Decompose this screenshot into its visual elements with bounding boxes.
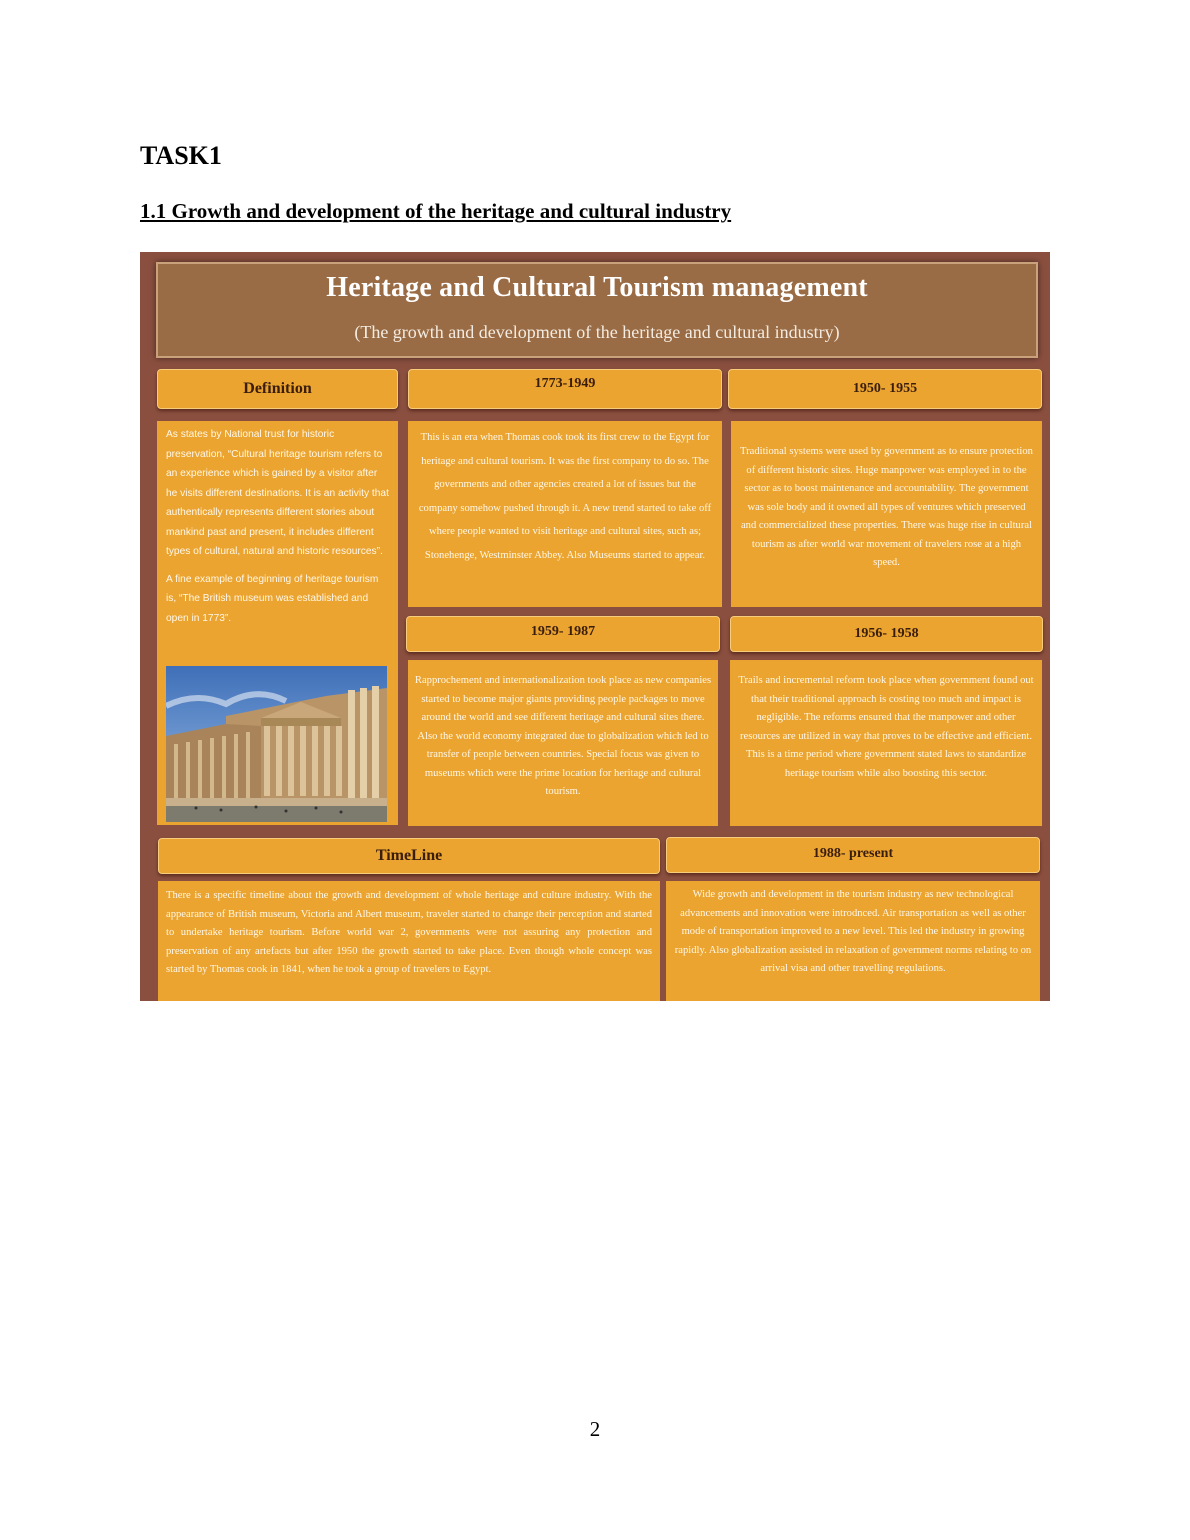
era-1959-1987-heading: 1959- 1987 xyxy=(406,616,720,652)
timeline-heading: TimeLine xyxy=(158,838,660,874)
era-1956-1958-heading: 1956- 1958 xyxy=(730,616,1043,652)
era-1773-1949-heading: 1773-1949 xyxy=(408,369,722,409)
era-1950-1955-heading: 1950- 1955 xyxy=(728,369,1042,409)
section-heading: 1.1 Growth and development of the heritage and cultural industry xyxy=(140,199,732,223)
era-1773-1949-panel xyxy=(408,421,722,607)
page-number: 2 xyxy=(589,1417,601,1441)
british-museum-photo xyxy=(166,666,387,822)
definition-heading: Definition xyxy=(157,369,398,409)
era-1773-1949-text: This is an era when Thomas cook took its first crew to the Egypt for heritage and cultural tourism. It was the first company to do so. The governments and other agencies created a lot of issues but the company somehow pushed through it. A new trend started to take off where people wanted to visit heritage and cultural sites, such as; Stonehenge, Westminster Abbey. Also Museums started to appear. xyxy=(418,432,712,561)
era-1959-1987-panel xyxy=(408,660,718,826)
era-1956-1958-panel xyxy=(730,660,1042,826)
timeline-panel xyxy=(158,881,660,1001)
infographic-banner xyxy=(156,262,1038,358)
era-1988-present-heading: 1988- present xyxy=(666,837,1040,873)
era-1950-1955-text: Traditional systems were used by government as to ensure protection of different historic sites. Huge manpower was employed in to the sector as to boost maintenance and accountability. The government was sole body and it owned all types of ventures which preserved and commercialized these properties. There was huge rise in cultural tourism as after world war movement of travelers rose at a high speed. xyxy=(740,446,1033,568)
timeline-text: There is a specific timeline about the growth and development of whole heritage and culture industry. With the appearance of British museum, Victoria and Albert museum, traveler started to change their perception and started to undertake heritage tourism. Before world war 2, governments were not assuring any protection and preservation of any artefacts but after 1950 the growth started to take place. Even though whole concept was started by Thomas cook in 1841, when he took a group of travelers to Egypt. xyxy=(166,890,652,975)
infographic-title: Heritage and Cultural Tourism management xyxy=(326,272,868,303)
era-1959-1987-text: Rapprochement and internationalization took place as new companies started to become major giants providing people packages to move around the world and see different heritage and cultural sites there. Also the world economy integrated due to globalization which led to transfer of people between countries. Special focus was given to museums which were the prime location for heritage and cultural tourism. xyxy=(414,675,712,797)
era-1956-1958-text: Trails and incremental reform took place when government found out that their traditional approach is costing too much and impact is negligible. The reforms ensured that the manpower and other resources are utilized in way that proves to be effective and efficient. This is a time period where government stated laws to standardize heritage tourism while also boosting this sector. xyxy=(738,675,1034,779)
definition-example-text: A fine example of beginning of heritage tourism is, “The British museum was established and open in 1773”. xyxy=(166,573,379,624)
era-1988-present-text: Wide growth and development in the tourism industry as new technological advancements and innovation were introdnced. Air transportation as well as other mode of transportation improved to a new level. This led the industry in growing rapidly. Also globalization assisted in relaxation of government norms relating to on arrival visa and other travelling regulations. xyxy=(674,889,1032,974)
heritage-infographic xyxy=(140,252,1050,1001)
definition-text: As states by National trust for historic preservation, “Cultural heritage tourism refers to an experience which is gained by a visitor after he visits different destinations. It is an activity that authentically represents different stories about mankind past and present, it includes different types of cultural, natural and historic resources”. xyxy=(166,429,389,557)
task-title: TASK1 xyxy=(140,141,222,170)
era-1988-present-panel xyxy=(666,881,1040,1001)
infographic-subtitle: (The growth and development of the heritage and cultural industry) xyxy=(354,322,840,342)
era-1950-1955-panel xyxy=(731,421,1042,607)
